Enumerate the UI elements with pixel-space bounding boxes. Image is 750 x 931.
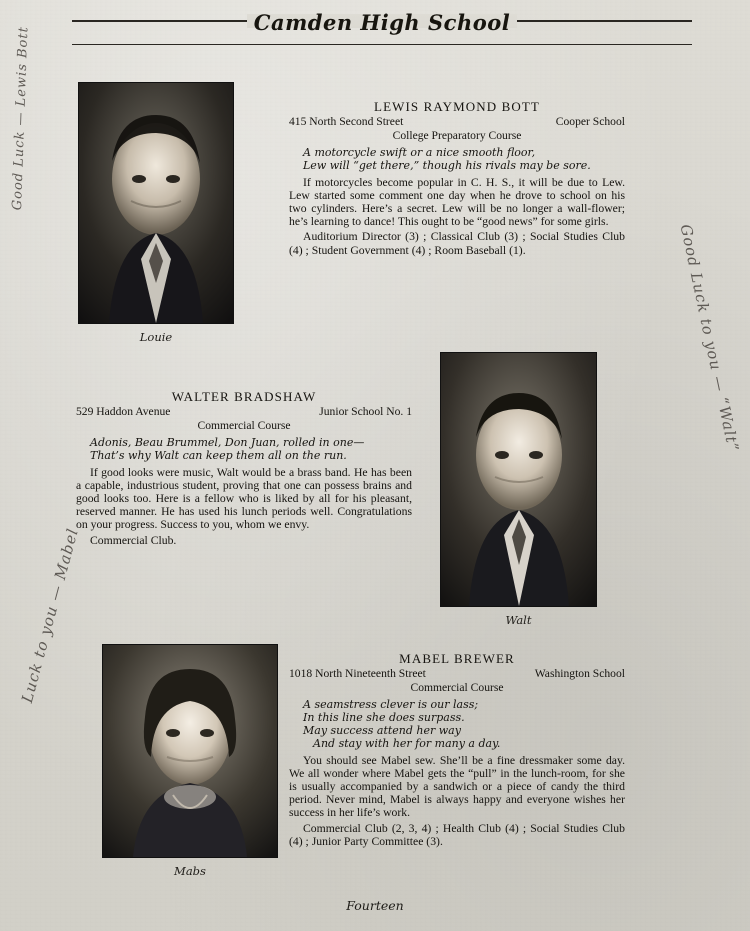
- student-description: You should see Mabel sew. She’ll be a fine dressmaker some day. We all wonder where Mabel gets the “pull” in the lunch-room, for she is usually accompanied by a sandwich or a piece of candy the third period. Never mind, Mabel is always happy and everyone wishes her success in her life’s work.: [289, 753, 625, 820]
- student-address: 415 North Second Street: [289, 115, 404, 129]
- student-verse: [90, 436, 412, 462]
- student-prior-school: Junior School No. 1: [319, 405, 412, 419]
- student-entry-bott: [78, 82, 234, 344]
- photo-caption: Walt: [505, 613, 532, 627]
- student-entry-bradshaw: [440, 352, 597, 627]
- student-course: Commercial Course: [410, 681, 504, 695]
- student-prior-school: Washington School: [534, 667, 625, 681]
- verse-line: Lew will “get there,” though his rivals may be sore.: [303, 158, 591, 172]
- student-activities: Commercial Club (2, 3, 4) ; Health Club (4) ; Social Studies Club (4) ; Junior Party Committee (3).: [289, 821, 625, 848]
- student-verse: [303, 146, 625, 172]
- photo-caption: Mabs: [174, 864, 206, 878]
- student-name: WALTER BRADSHAW: [171, 389, 317, 404]
- student-verse: [303, 698, 625, 750]
- portrait-svg: [441, 353, 596, 606]
- address-row: [76, 405, 412, 418]
- verse-line: Adonis, Beau Brummel, Don Juan, rolled in one—: [90, 435, 365, 449]
- student-activities: Commercial Club.: [90, 533, 177, 547]
- bio-brewer: [289, 652, 625, 848]
- verse-line: A motorcycle swift or a nice smooth floor,: [303, 145, 536, 159]
- verse-line: That’s why Walt can keep them all on the run.: [90, 448, 347, 462]
- student-activities: Auditorium Director (3) ; Classical Club (3) ; Social Studies Club (4) ; Student Government (4) ; Room Baseball (1).: [289, 230, 625, 257]
- student-entry-brewer: [102, 644, 278, 878]
- verse-line: A seamstress clever is our lass;: [303, 697, 479, 711]
- address-row: [289, 667, 625, 680]
- portrait-image: [441, 353, 596, 606]
- student-description: If good looks were music, Walt would be a brass band. He has been a capable, industrious student, proving that one can possess brains and good looks too. Here is a fellow who is liked by all for his pleasant, reserved manner. He has used his lunch periods well. Congratulations on your progress. Success to you, whom we envy.: [76, 465, 412, 532]
- page-header: [72, 8, 692, 52]
- handwritten-signature-walt: Good Luck to you — “Walt”: [676, 222, 742, 454]
- student-photo: [102, 644, 278, 858]
- portrait-image: [79, 83, 233, 323]
- page-number: Fourteen: [346, 898, 404, 913]
- header-rule-bottom: [72, 44, 692, 45]
- student-prior-school: Cooper School: [555, 115, 625, 129]
- photo-caption: Louie: [139, 330, 173, 344]
- student-name: MABEL BREWER: [399, 651, 515, 666]
- bio-bradshaw: [76, 390, 412, 547]
- student-photo: [440, 352, 597, 607]
- verse-line: May success attend her way: [303, 723, 461, 737]
- student-address: 1018 North Nineteenth Street: [289, 667, 426, 681]
- school-title: Camden High School: [253, 10, 511, 35]
- portrait-image: [103, 645, 277, 857]
- bio-bott: [289, 100, 625, 257]
- student-name: LEWIS RAYMOND BOTT: [374, 99, 540, 114]
- student-address: 529 Haddon Avenue: [76, 405, 171, 419]
- portrait-svg: [103, 645, 277, 857]
- handwritten-signature-mabel: Luck to you — Mabel: [18, 526, 82, 705]
- portrait-svg: [79, 83, 233, 323]
- student-description: If motorcycles become popular in C. H. S., it will be due to Lew. Lew started some comment one day when he drove to school on his two cylinders. Here’s a secret. Lew will be no longer a wall-flower; he’s learning to dance! This ought to be “good news” for some girls.: [289, 175, 625, 229]
- verse-line: In this line she does surpass.: [303, 710, 465, 724]
- student-course: College Preparatory Course: [392, 129, 522, 143]
- handwritten-signature-bott: Good Luck — Lewis Bott: [10, 25, 32, 211]
- verse-line: And stay with her for many a day.: [313, 736, 501, 750]
- address-row: [289, 115, 625, 128]
- student-photo: [78, 82, 234, 324]
- student-course: Commercial Course: [197, 419, 291, 433]
